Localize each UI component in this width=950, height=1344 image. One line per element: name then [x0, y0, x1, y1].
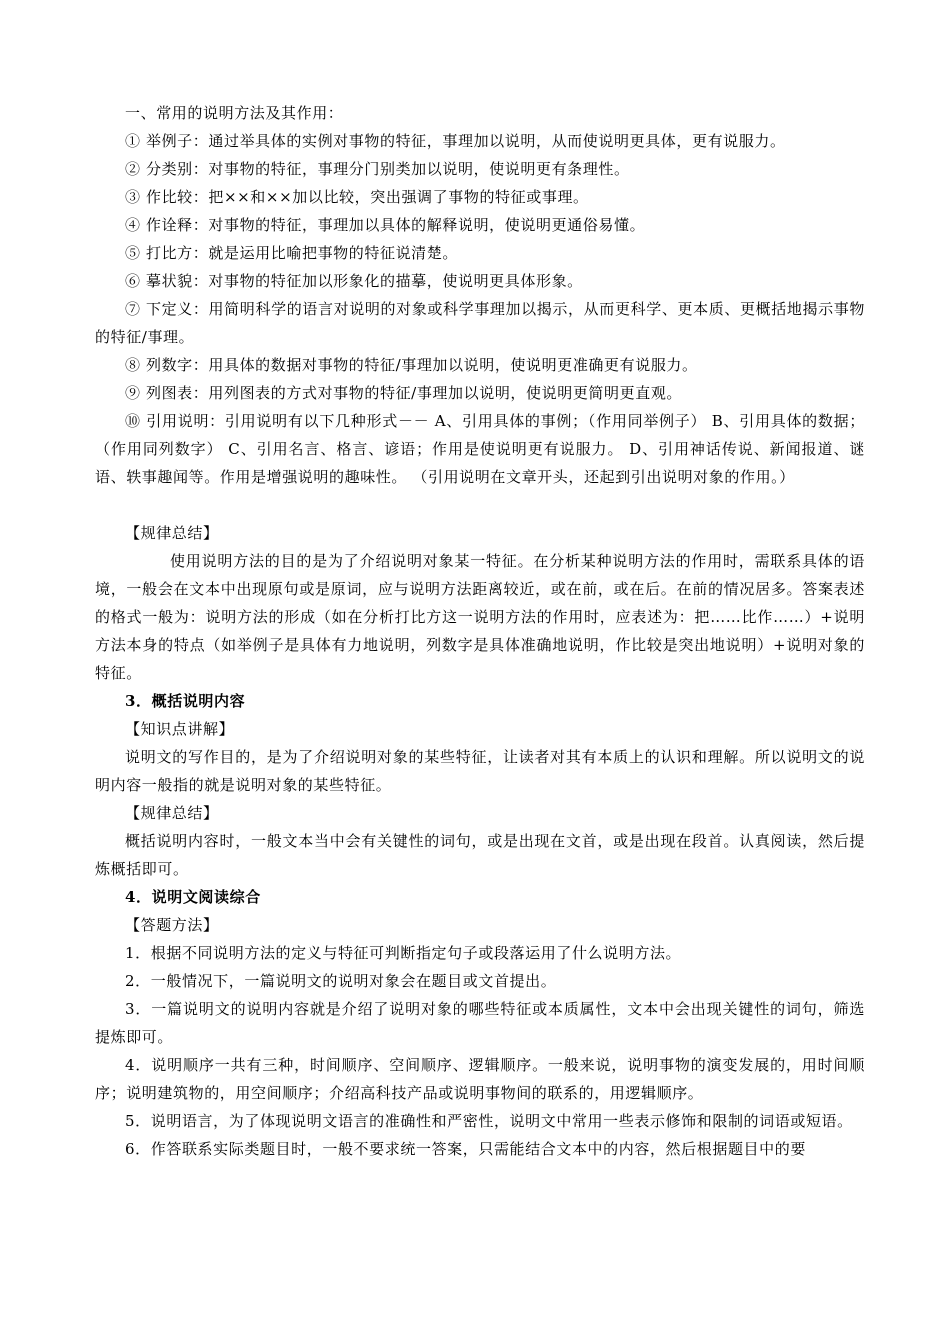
section-3-heading: 3．概括说明内容	[125, 692, 246, 710]
paragraph-gap	[95, 491, 865, 519]
method-item-definition: ⑦ 下定义：用简明科学的语言对说明的对象或科学事理加以揭示，从而更科学、更本质、更概括地揭示事物的特征/事理。	[95, 300, 865, 346]
rule-summary-label: 【规律总结】	[125, 524, 219, 542]
method-item-classification: ② 分类别：对事物的特征，事理分门别类加以说明，使说明更有条理性。	[125, 160, 630, 178]
section-title-methods: 一、常用的说明方法及其作用：	[125, 104, 344, 122]
method-item-comparison: ③ 作比较：把××和××加以比较，突出强调了事物的特征或事理。	[125, 188, 589, 206]
section-4-item: 6．作答联系实际类题目时，一般不要求统一答案，只需能结合文本中的内容，然后根据题目中的要	[125, 1140, 806, 1158]
document-body	[95, 99, 865, 1163]
section-4-heading: 4．说明文阅读综合	[125, 888, 261, 906]
method-item-analogy: ⑤ 打比方：就是运用比喻把事物的特征说清楚。	[125, 244, 458, 262]
section-4-item: 5．说明语言，为了体现说明文语言的准确性和严密性，说明文中常用一些表示修饰和限制的词语或短语。	[125, 1112, 853, 1130]
section-4-method-label: 【答题方法】	[125, 916, 219, 934]
section-3-rule-text: 概括说明内容时，一般文本当中会有关键性的词句，或是出现在文首，或是出现在段首。认真阅读，然后提炼概括即可。	[95, 832, 865, 878]
method-item-citation: ⑩ 引用说明：引用说明有以下几种形式－－ A、引用具体的事例；（作用同举例子） B、引用具体的数据；（作用同列数字） C、引用名言、格言、谚语；作用是使说明更有说服力。 D、引用神话传说、新闻报道、谜语、轶事趣闻等。作用是增强说明的趣味性。 （引用说明在文章开头，还起到引出说明对象的作用。）	[95, 412, 865, 486]
method-item-explanation: ④ 作诠释：对事物的特征，事理加以具体的解释说明，使说明更通俗易懂。	[125, 216, 646, 234]
rule-summary-text: 使用说明方法的目的是为了介绍说明对象某一特征。在分析某种说明方法的作用时，需联系具体的语境，一般会在文本中出现原句或是原词，应与说明方法距离较近，或在前，或在后。在前的情况居多。答案表述的格式一般为：说明方法的形成（如在分析打比方这一说明方法的作用时，应表述为：把……比作……）+说明方法本身的特点（如举例子是具体有力地说明，列数字是具体准确地说明，作比较是突出地说明）+说明对象的特征。	[95, 552, 865, 682]
section-4-item: 1．根据不同说明方法的定义与特征可判断指定句子或段落运用了什么说明方法。	[125, 944, 682, 962]
section-4-item: 3．一篇说明文的说明内容就是介绍了说明对象的哪些特征或本质属性，文本中会出现关键性的词句，筛选提炼即可。	[95, 1000, 865, 1046]
section-4-item: 2．一般情况下，一篇说明文的说明对象会在题目或文首提出。	[125, 972, 557, 990]
section-3-rule-label: 【规律总结】	[125, 804, 219, 822]
section-3-knowledge-text: 说明文的写作目的，是为了介绍说明对象的某些特征，让读者对其有本质上的认识和理解。所以说明文的说明内容一般指的就是说明对象的某些特征。	[95, 748, 865, 794]
method-item-numbers: ⑧ 列数字：用具体的数据对事物的特征/事理加以说明，使说明更准确更有说服力。	[125, 356, 698, 374]
method-item-description: ⑥ 摹状貌：对事物的特征加以形象化的描摹，使说明更具体形象。	[125, 272, 583, 290]
section-3-knowledge-label: 【知识点讲解】	[125, 720, 235, 738]
method-item-example: ① 举例子：通过举具体的实例对事物的特征，事理加以说明，从而使说明更具体，更有说服力。	[125, 132, 786, 150]
section-4-item: 4．说明顺序一共有三种，时间顺序、空间顺序、逻辑顺序。一般来说，说明事物的演变发展的，用时间顺序；说明建筑物的，用空间顺序；介绍高科技产品或说明事物间的联系的，用逻辑顺序。	[95, 1056, 865, 1102]
method-item-charts: ⑨ 列图表：用列图表的方式对事物的特征/事理加以说明，使说明更简明更直观。	[125, 384, 683, 402]
